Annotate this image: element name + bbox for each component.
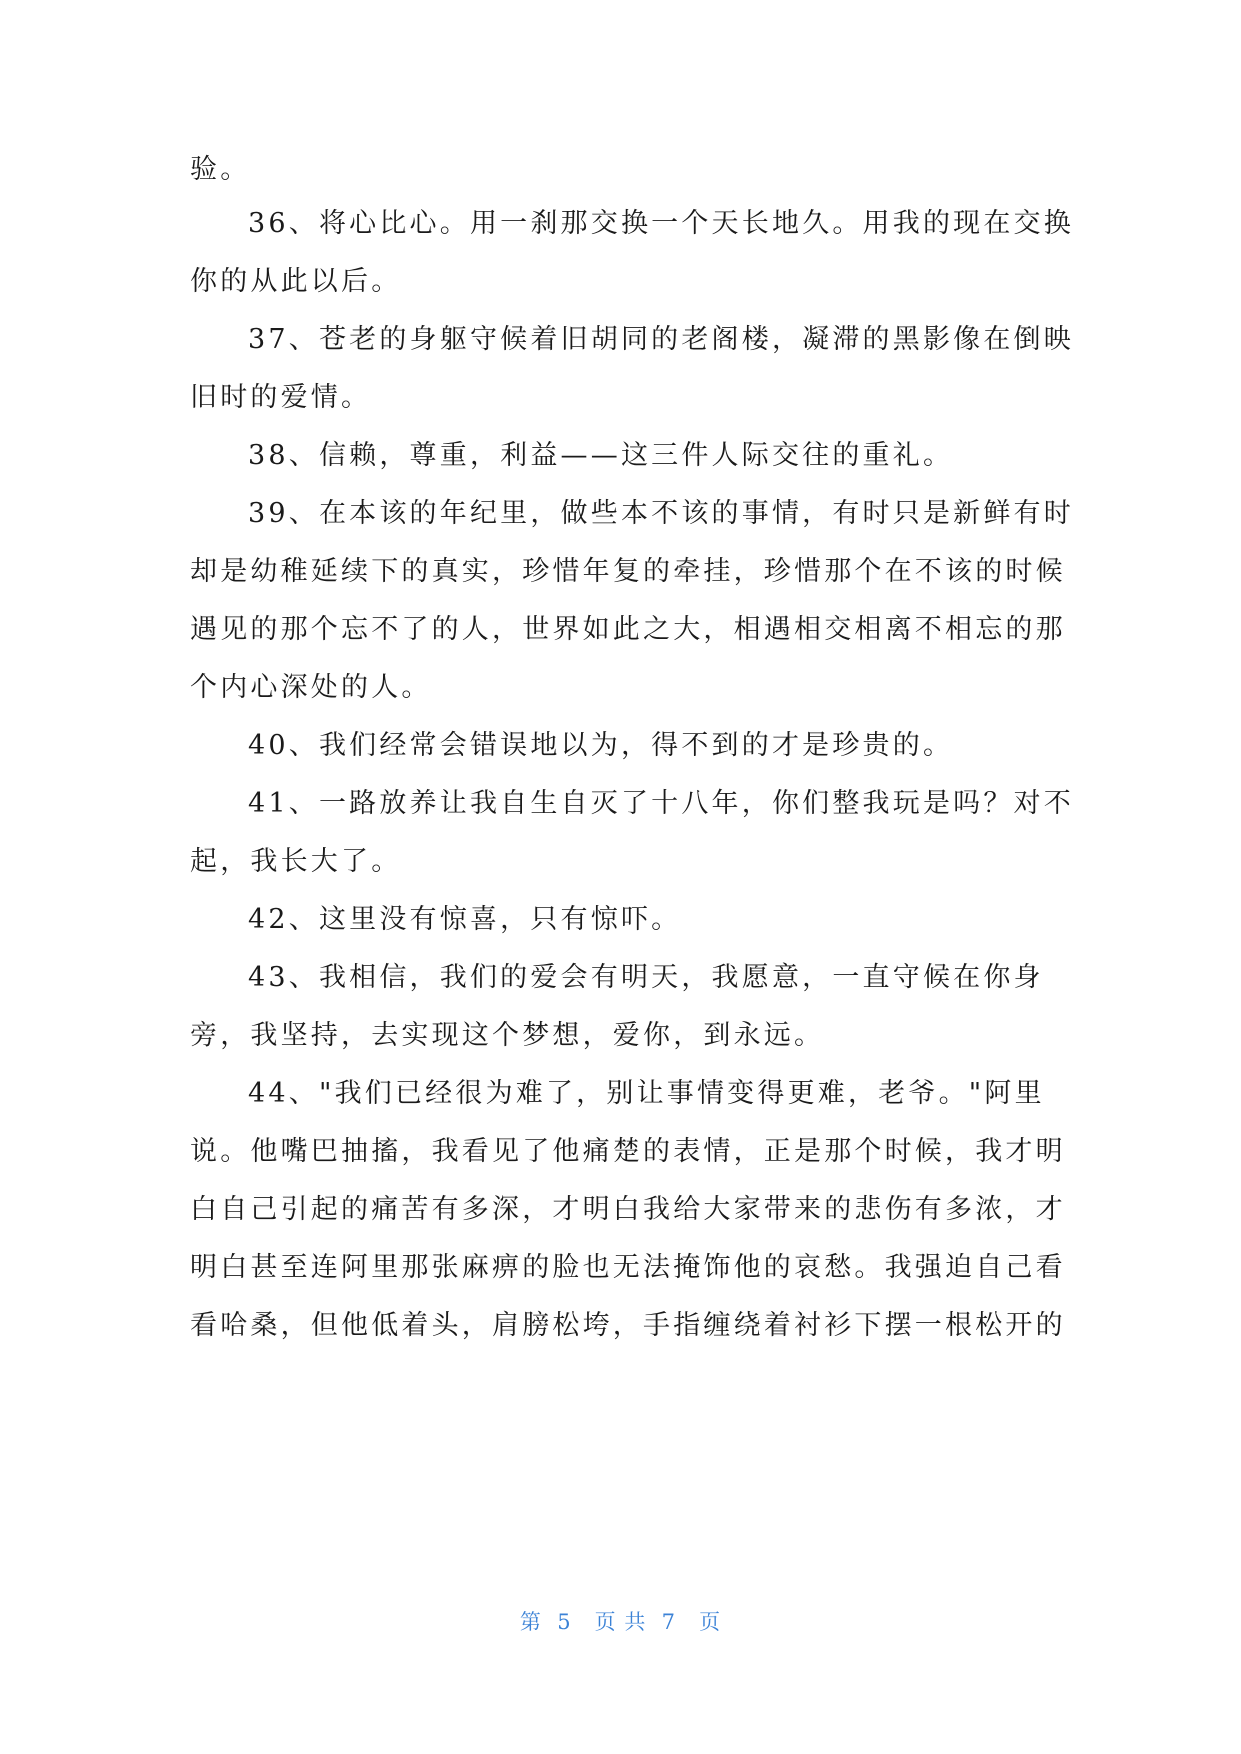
text-line: 白自己引起的痛苦有多深，才明白我给大家带来的悲伤有多浓，才	[190, 1194, 1066, 1225]
text-line: 却是幼稚延续下的真实，珍惜年复的牵挂，珍惜那个在不该的时候	[190, 556, 1066, 587]
text-line: 个内心深处的人。	[190, 672, 432, 703]
text-line: 44、"我们已经很为难了，别让事情变得更难，老爷。"阿里	[248, 1078, 1045, 1109]
text-line: 起，我长大了。	[190, 846, 402, 877]
text-line: 旁，我坚持，去实现这个梦想，爱你，到永远。	[190, 1020, 825, 1051]
text-line: 38、信赖，尊重，利益——这三件人际交往的重礼。	[248, 440, 954, 471]
text-line: 42、这里没有惊喜，只有惊吓。	[248, 904, 682, 935]
text-line: 41、一路放养让我自生自灭了十八年，你们整我玩是吗？对不	[248, 788, 1074, 819]
text-line: 40、我们经常会错误地以为，得不到的才是珍贵的。	[248, 730, 954, 761]
text-line: 43、我相信，我们的爱会有明天，我愿意，一直守候在你身	[248, 962, 1044, 993]
text-line: 说。他嘴巴抽搐，我看见了他痛楚的表情，正是那个时候，我才明	[190, 1136, 1066, 1167]
text-line: 37、苍老的身躯守候着旧胡同的老阁楼，凝滞的黑影像在倒映	[248, 324, 1074, 355]
text-line: 39、在本该的年纪里，做些本不该的事情，有时只是新鲜有时	[248, 498, 1074, 529]
text-line: 验。	[190, 154, 251, 185]
text-line: 你的从此以后。	[190, 266, 402, 297]
text-line: 明白甚至连阿里那张麻痹的脸也无法掩饰他的哀愁。我强迫自己看	[190, 1252, 1066, 1283]
page-number-footer: 第 5 页 共 7 页	[519, 1610, 722, 1634]
text-line: 旧时的爱情。	[190, 382, 372, 413]
text-line: 遇见的那个忘不了的人，世界如此之大，相遇相交相离不相忘的那	[190, 614, 1066, 645]
text-line: 看哈桑，但他低着头，肩膀松垮，手指缠绕着衬衫下摆一根松开的	[190, 1310, 1066, 1341]
text-line: 36、将心比心。用一刹那交换一个天长地久。用我的现在交换	[248, 208, 1074, 239]
